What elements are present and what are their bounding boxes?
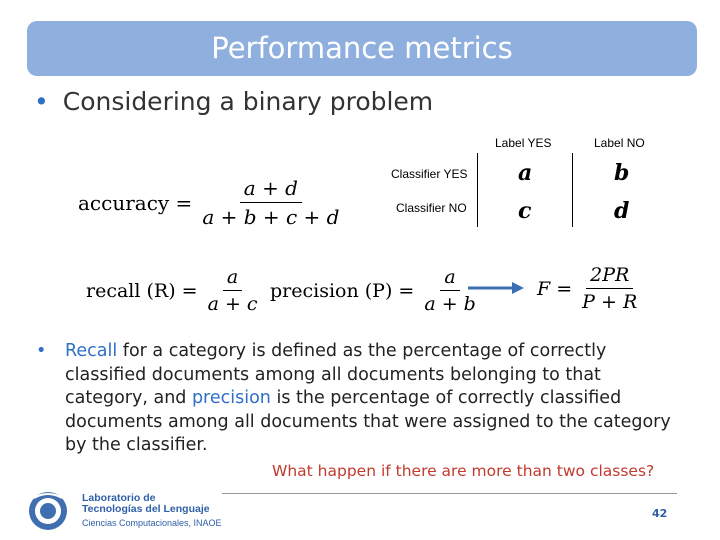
lab-logo-icon	[26, 488, 70, 534]
col-header-label-no: Label NO	[594, 136, 645, 150]
accuracy-denominator: a + b + c + d	[202, 205, 340, 229]
definition-paragraph	[36, 340, 676, 458]
recall-fraction	[204, 266, 262, 315]
f-denominator: P + R	[582, 291, 638, 313]
accuracy-numerator: a + d	[240, 176, 302, 203]
precision-numerator: a	[440, 266, 459, 291]
title-bar	[27, 21, 697, 76]
slide-title: Performance metrics	[211, 31, 513, 65]
recall-term: Recall	[65, 341, 118, 361]
col-header-label-yes: Label YES	[495, 136, 552, 150]
bullet-considering	[34, 87, 433, 116]
f-fraction	[578, 264, 641, 313]
table-divider-left	[477, 153, 478, 227]
question-text: What happen if there are more than two classes?	[272, 462, 655, 480]
cell-c: c	[518, 198, 532, 224]
f-numerator: 2PR	[586, 264, 633, 289]
page-number: 42	[652, 507, 668, 520]
cell-d: d	[614, 198, 630, 224]
precision-formula	[270, 266, 480, 315]
lab-name	[82, 493, 210, 515]
precision-lhs: precision (P) =	[270, 279, 415, 302]
row-header-classifier-yes: Classifier YES	[391, 167, 468, 181]
paragraph-part1: for a category is defined as the percentage of correctly classified documents among all documents belonging to that category, and	[65, 341, 607, 408]
f-measure-formula	[537, 264, 641, 313]
footer-divider	[222, 493, 677, 494]
recall-formula	[86, 266, 262, 315]
lab-name-line1: Laboratorio de	[82, 492, 156, 504]
lab-name-line2: Tecnologías del Lenguaje	[82, 503, 210, 515]
f-lhs: F =	[537, 277, 573, 300]
accuracy-lhs: accuracy =	[78, 190, 193, 215]
recall-lhs: recall (R) =	[86, 279, 198, 302]
precision-denominator: a + b	[424, 293, 476, 315]
paragraph-bullet: •	[36, 341, 47, 361]
precision-term: precision	[191, 388, 271, 408]
cell-b: b	[614, 160, 630, 186]
bullet-text: Considering a binary problem	[62, 87, 434, 116]
accuracy-formula	[78, 176, 343, 229]
recall-numerator: a	[223, 266, 242, 291]
cell-a: a	[518, 160, 533, 186]
recall-denominator: a + c	[207, 293, 258, 315]
accuracy-fraction	[198, 176, 343, 229]
bullet-dot: •	[34, 87, 49, 116]
right-arrow-icon	[468, 281, 524, 295]
paragraph-text	[65, 340, 676, 458]
table-divider-middle	[572, 153, 573, 227]
row-header-classifier-no: Classifier NO	[396, 201, 467, 215]
paragraph-part2: is the percentage of correctly classified documents among all documents that were assigned to the category by the classifier.	[65, 388, 671, 455]
lab-subtitle: Ciencias Computacionales, INAOE	[82, 518, 222, 528]
